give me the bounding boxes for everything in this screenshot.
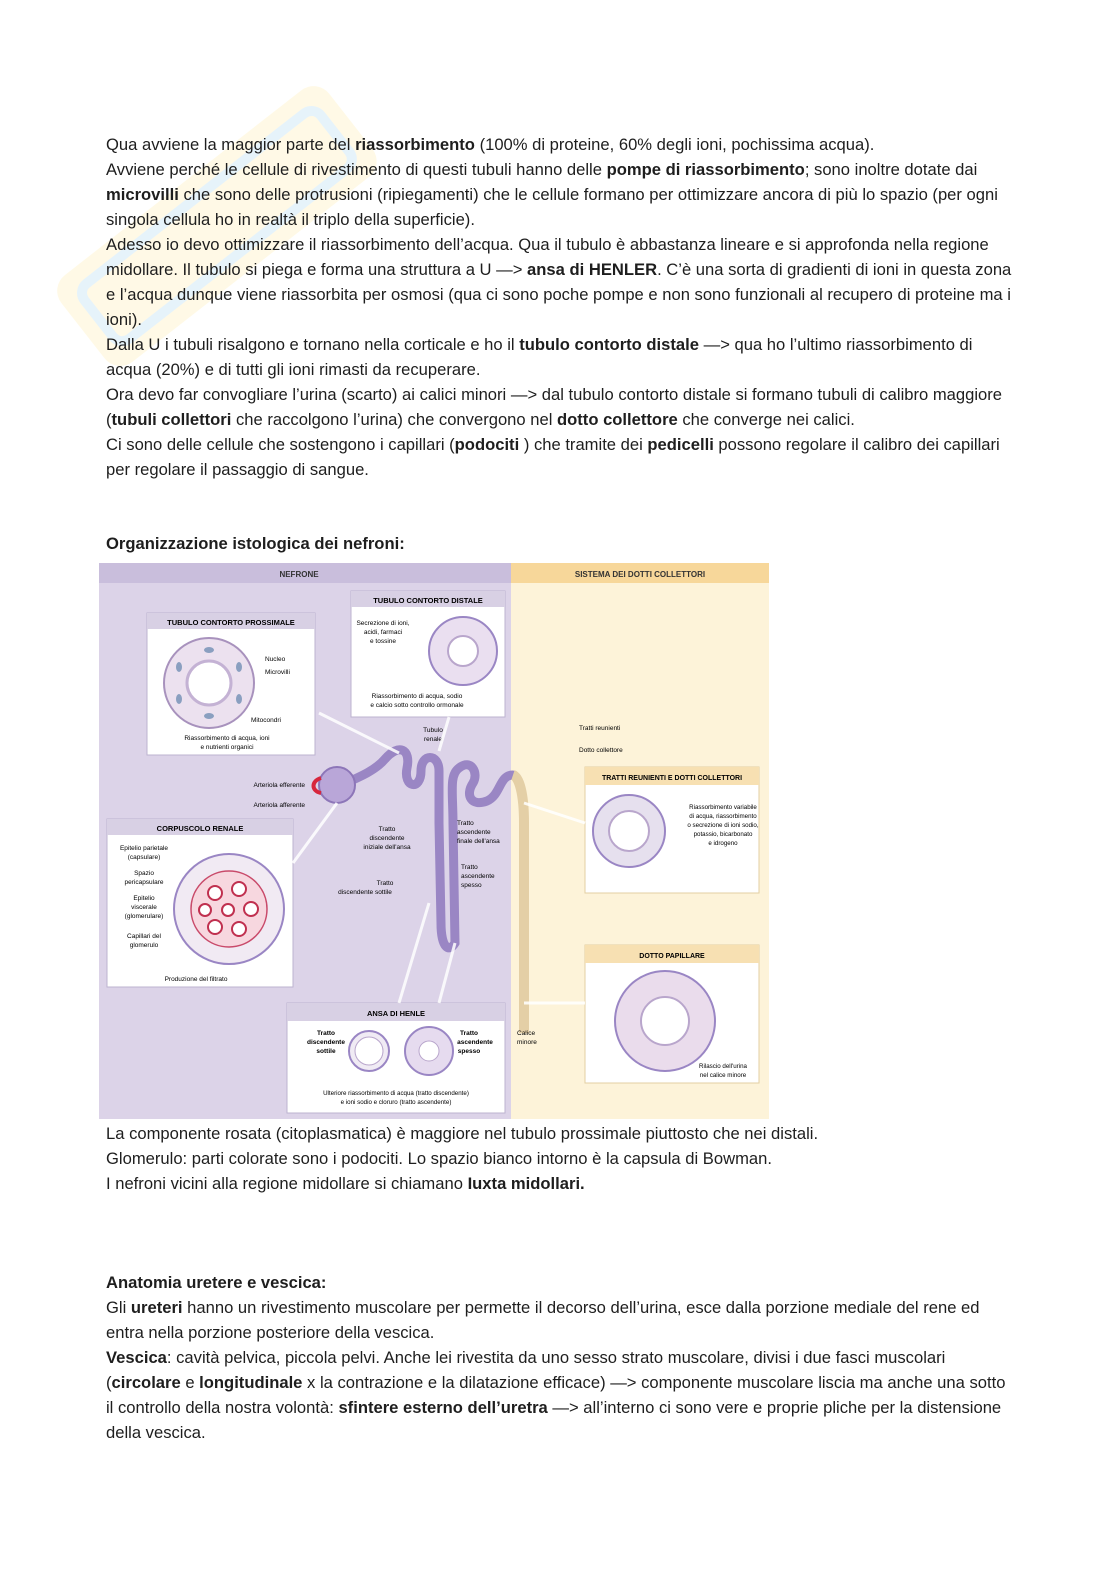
text-run: che raccolgono l’urina) che convergono nel <box>231 410 557 429</box>
text-run: La componente rosata (citoplasmatica) è maggiore nel tubulo prossimale piuttosto che nei distali. <box>106 1124 819 1143</box>
papillare-line-2: nel calice minore <box>699 1072 747 1079</box>
bold-term: riassorbimento <box>355 135 475 154</box>
tcp-caption-2: e nutrienti organici <box>200 744 254 751</box>
text-run: : cavità pelvica, piccola pelvi. Anche lei rivestita da uno sesso strato muscolare, divisi i due fasci muscolari ( <box>106 1348 946 1392</box>
tratto-asc-spesso-2: ascendente <box>461 873 495 880</box>
epitelio-viscerale-2: viscerale <box>131 904 157 911</box>
tubulo-renale-label-2: renale <box>423 736 443 743</box>
paragraph <box>106 1146 1016 1171</box>
trd-line-4: potassio, bicarbonato <box>693 831 753 838</box>
bold-term: Vescica <box>106 1348 167 1367</box>
dotto-collettore-label: Dotto collettore <box>579 747 623 754</box>
corpuscolo-title: CORPUSCOLO RENALE <box>156 824 244 833</box>
paragraph <box>106 1171 1016 1196</box>
produzione-filtrato: Produzione del filtrato <box>164 976 228 983</box>
bold-term: ansa di HENLER <box>527 260 658 279</box>
calice-minore-2: minore <box>517 1039 537 1046</box>
tcd-caption-1: Riassorbimento di acqua, sodio <box>371 693 463 700</box>
text-run: (100% di proteine, 60% degli ioni, pochissima acqua). <box>474 135 875 154</box>
henle-a-2: discendente <box>307 1039 345 1046</box>
section-heading-anatomia: Anatomia uretere e vescica: <box>106 1273 327 1292</box>
henle-caption-1: Ulteriore riassorbimento di acqua (tratto discendente) <box>323 1090 469 1097</box>
tcd-secrezione-3: e tossine <box>369 638 397 645</box>
paragraph <box>106 232 1016 332</box>
epitelio-viscerale-3: (glomerulare) <box>124 913 164 920</box>
text-run: Ora devo far convogliare l’urina (scarto) ai calici minori —> dal tubulo contorto distale si formano tubuli di calibro maggiore ( <box>106 385 1003 429</box>
tratto-disc-sottile-2: discendente sottile <box>338 889 392 896</box>
anatomia-block <box>106 1270 1016 1445</box>
bold-term: pedicelli <box>647 435 714 454</box>
bold-term: tubulo contorto distale <box>519 335 699 354</box>
epitelio-parietale-1: Epitelio parietale <box>119 845 169 852</box>
calice-minore-1: Calice <box>517 1030 536 1037</box>
paragraph <box>106 1345 1016 1445</box>
text-run: Adesso io devo ottimizzare il riassorbimento dell’acqua. Qua il tubulo è abbastanza lineare e si approfonda nella regione midollare. Il tubulo si piega e forma una struttura a U —> <box>106 235 989 279</box>
tratto-asc-spesso-1: Tratto <box>461 864 478 871</box>
tcp-title: TUBULO CONTORTO PROSSIMALE <box>167 618 295 627</box>
text-run: e <box>180 1373 200 1392</box>
paragraph <box>106 132 1016 157</box>
tcp-nucleo: Nucleo <box>265 656 286 663</box>
paragraph <box>106 157 1016 232</box>
header-sistema-dotti: SISTEMA DEI DOTTI COLLETTORI <box>574 570 706 579</box>
henle-a-3: sottile <box>316 1048 336 1055</box>
trd-title: TRATTI REUNIENTI E DOTTI COLLETTORI <box>601 775 743 782</box>
spazio-pericapsulare-1: Spazio <box>134 870 154 877</box>
tratto-asc-finale-2: ascendente <box>457 829 491 836</box>
text-run: possono regolare il calibro dei capillari per regolare il passaggio di sangue. <box>106 435 1000 479</box>
arteriola-efferente-label: Arteriola efferente <box>253 782 305 789</box>
text-run: Ci sono delle cellule che sostengono i capillari ( <box>106 435 455 454</box>
bold-term: ureteri <box>130 1298 183 1317</box>
text-run: —> all’interno ci sono vere e proprie pliche per la distensione della vescica. <box>106 1398 1002 1442</box>
tratto-asc-finale-3: finale dell'ansa <box>457 838 500 845</box>
henle-a-1: Tratto <box>316 1030 336 1037</box>
paragraph <box>106 382 1016 432</box>
text-run: hanno un rivestimento muscolare per permette il decorso dell’urina, esce dalla porzione mediale del rene ed entra nella porzione posteriore della vescica. <box>106 1298 980 1342</box>
paragraph <box>106 432 1016 482</box>
bold-term: circolare <box>111 1373 181 1392</box>
bold-term: tubuli collettori <box>111 410 232 429</box>
bold-term: Iuxta midollari. <box>467 1174 585 1193</box>
capillari-glomerulo-1: Capillari del <box>127 933 161 940</box>
trd-line-3: o secrezione di ioni sodio, <box>687 822 759 829</box>
bold-term: pompe di riassorbimento <box>606 160 805 179</box>
papillare-line-1: Rilascio dell'urina <box>699 1063 747 1070</box>
tratto-asc-spesso-3: spesso <box>461 882 482 889</box>
tcd-title: TUBULO CONTORTO DISTALE <box>373 596 483 605</box>
glomerulus <box>319 767 355 803</box>
header-nefrone: NEFRONE <box>279 570 319 579</box>
text-run: ; sono inoltre dotate dai <box>804 160 978 179</box>
trd-line-1: Riassorbimento variabile <box>689 804 757 811</box>
tcp-microvilli: Microvilli <box>265 669 290 676</box>
epitelio-parietale-2: (capsulare) <box>127 854 161 861</box>
henle-b-3: spesso <box>457 1048 481 1055</box>
trd-line-5: e idrogeno <box>708 840 738 847</box>
tcp-mitocondri: Mitocondri <box>251 717 281 724</box>
nephron-histology-figure <box>99 563 769 1119</box>
text-run: che sono delle protrusioni (ripiegamenti) che le cellule formano per ottimizzare ancora di più lo spazio (per ogni singola cellula ho in realtà il triplo della superficie). <box>106 185 998 229</box>
tcd-secrezione-2: acidi, farmaci <box>363 629 403 636</box>
henle-title: ANSA DI HENLE <box>366 1009 426 1018</box>
text-run: che converge nei calici. <box>677 410 855 429</box>
tratto-disc-sottile-1: Tratto <box>376 880 394 887</box>
tcd-secrezione-1: Secrezione di ioni, <box>356 620 410 627</box>
text-run: Qua avviene la maggior parte del <box>106 135 356 154</box>
text-run: Glomerulo: parti colorate sono i podociti. Lo spazio bianco intorno è la capsula di Bowman. <box>106 1149 772 1168</box>
arteriola-afferente-label: Arteriola afferente <box>253 802 305 809</box>
text-run: x la contrazione e la dilatazione efficace) —> componente muscolare liscia ma anche una sotto il controllo della nostra volontà: <box>106 1373 1006 1417</box>
text-run: Dalla U i tubuli risalgono e tornano nella corticale e ho il <box>106 335 520 354</box>
henle-b-1: Tratto <box>459 1030 479 1037</box>
papillare-title: DOTTO PAPILLARE <box>639 953 705 960</box>
tratti-reunienti-label: Tratti reunienti <box>579 725 621 732</box>
anatomia-paragraphs <box>106 1295 1016 1445</box>
figure-notes-block <box>106 1121 1016 1196</box>
section-heading-organizzazione: Organizzazione istologica dei nefroni: <box>106 534 405 553</box>
paragraph <box>106 332 1016 382</box>
paragraph <box>106 1295 1016 1345</box>
epitelio-viscerale-1: Epitelio <box>133 895 155 902</box>
text-run: Gli <box>106 1298 131 1317</box>
intro-text-block <box>106 132 1016 482</box>
trd-line-2: di acqua, riassorbimento <box>689 813 757 820</box>
tratto-disc-iniziale-1: Tratto <box>378 826 396 833</box>
tratto-disc-iniziale-2: discendente <box>369 835 405 842</box>
text-run: . C’è una sorta di gradienti di ioni in questa zona e l’acqua dunque viene riassorbita per osmosi (qua ci sono poche pompe e non sono funzionali al recupero di proteine ma i ioni). <box>106 260 1012 329</box>
text-run: Avviene perché le cellule di rivestimento di questi tubuli hanno delle <box>106 160 607 179</box>
capillari-glomerulo-2: glomerulo <box>129 942 159 949</box>
bold-term: microvilli <box>106 185 179 204</box>
tcd-caption-2: e calcio sotto controllo ormonale <box>370 702 464 709</box>
henle-b-2: ascendente <box>457 1039 493 1046</box>
bold-term: longitudinale <box>199 1373 303 1392</box>
tratto-disc-iniziale-3: iniziale dell'ansa <box>363 844 411 851</box>
bold-term: podociti <box>454 435 520 454</box>
text-run: ) che tramite dei <box>519 435 648 454</box>
spazio-pericapsulare-2: pericapsulare <box>124 879 164 886</box>
text-run: —> qua ho l’ultimo riassorbimento di acqua (20%) e di tutti gli ioni rimasti da recuperare. <box>106 335 973 379</box>
bold-term: sfintere esterno dell’uretra <box>338 1398 548 1417</box>
tratto-asc-finale-1: Tratto <box>457 820 474 827</box>
paragraph <box>106 1121 1016 1146</box>
henle-caption-2: e ioni sodio e cloruro (tratto ascendente) <box>340 1099 452 1106</box>
text-run: I nefroni vicini alla regione midollare si chiamano <box>106 1174 468 1193</box>
tcp-caption-1: Riassorbimento di acqua, ioni <box>184 735 270 742</box>
tubulo-renale-label-1: Tubulo <box>423 727 443 734</box>
bold-term: dotto collettore <box>557 410 678 429</box>
